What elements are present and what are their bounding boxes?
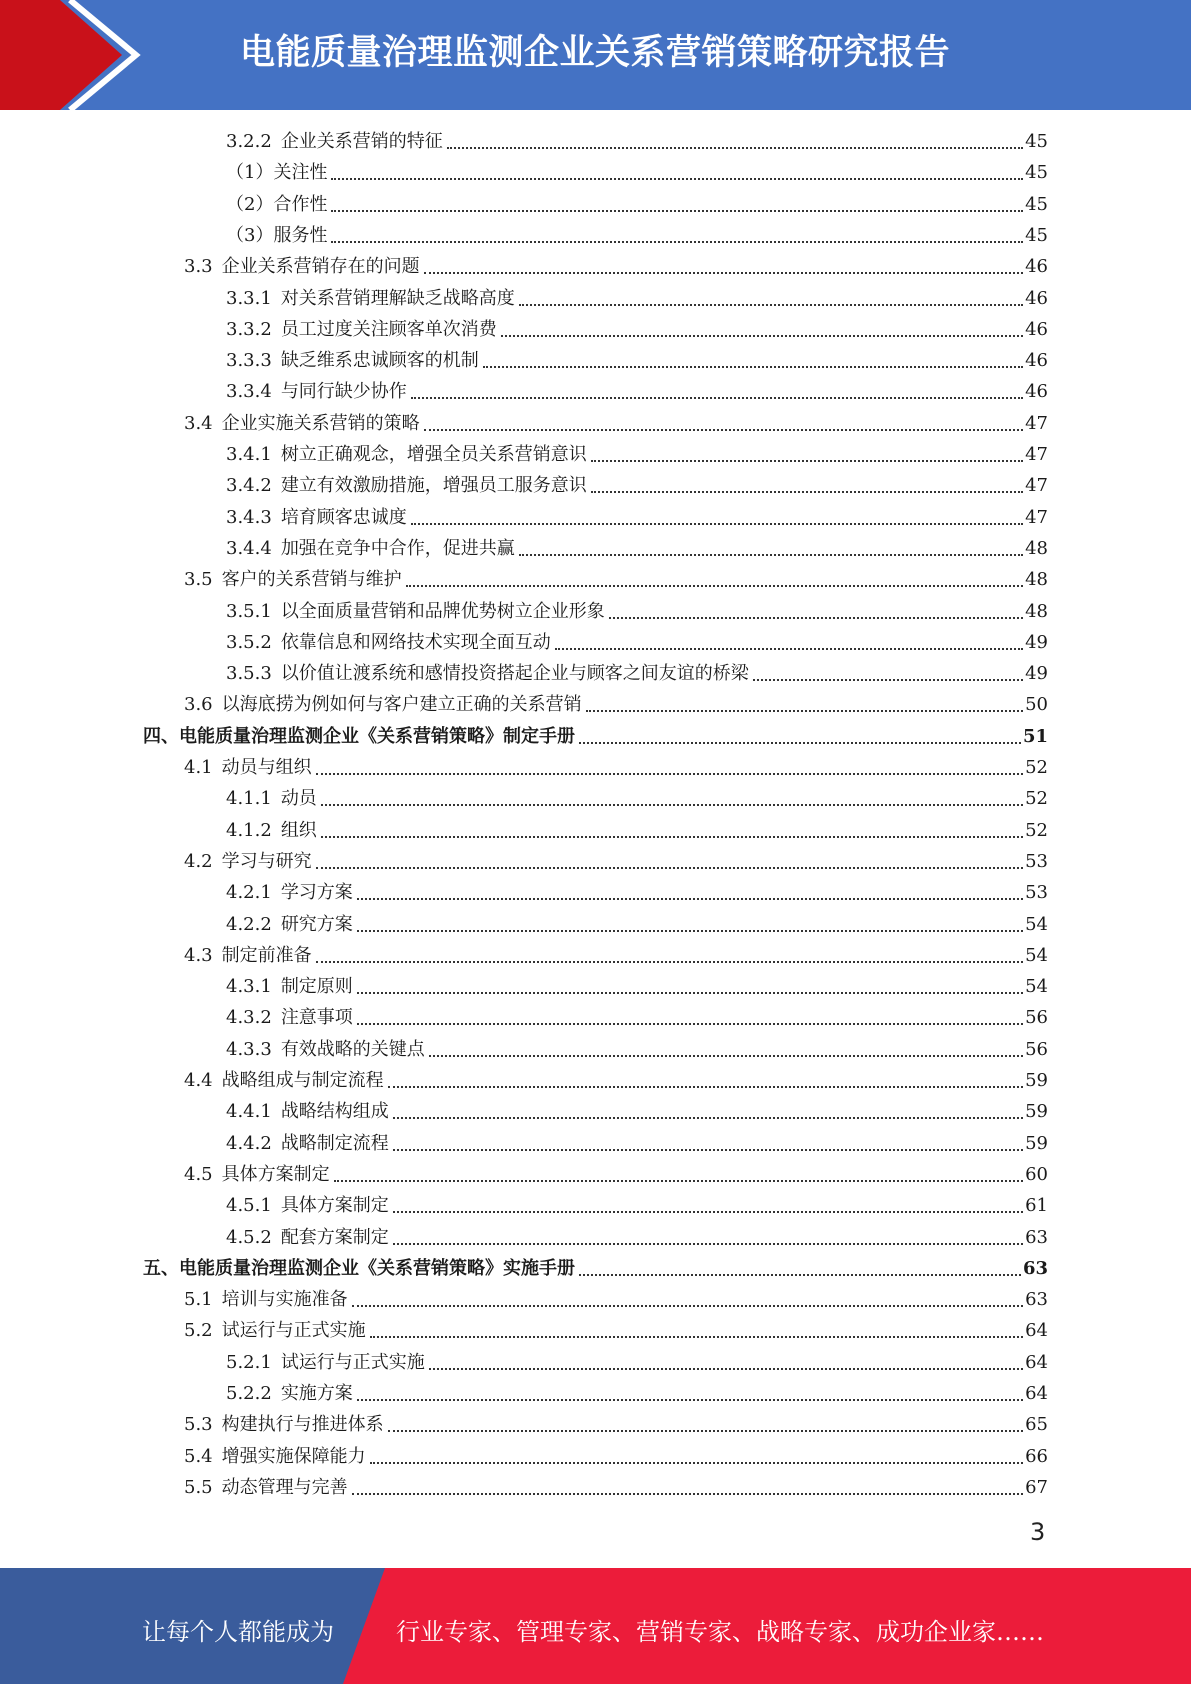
toc-entry-title: 以海底捞为例如何与客户建立正确的关系营销: [221, 694, 582, 716]
toc-entry-page: 56: [1025, 1007, 1048, 1029]
toc-entry[interactable]: [184, 253, 1048, 281]
toc-entry[interactable]: [226, 1224, 1048, 1252]
toc-entry[interactable]: [184, 691, 1048, 719]
toc-entry-title: 以价值让渡系统和感情投资搭起企业与顾客之间友谊的桥梁: [280, 663, 749, 685]
toc-entry-page: 59: [1025, 1132, 1048, 1154]
toc-entry-page: 56: [1025, 1038, 1048, 1060]
toc-dot-leader: [406, 585, 1023, 587]
toc-entry-page: 45: [1025, 193, 1048, 215]
toc-entry-title: 试运行与正式实施: [280, 1351, 425, 1373]
toc-entry[interactable]: [226, 911, 1048, 939]
toc-entry-number: 5.2.1: [226, 1351, 272, 1373]
toc-entry-page: 66: [1025, 1445, 1048, 1467]
toc-entry-page: 59: [1025, 1070, 1048, 1091]
toc-entry-number: 4.5.2: [226, 1226, 272, 1248]
toc-dot-leader: [411, 523, 1023, 525]
toc-entry-page: 52: [1025, 819, 1048, 841]
footer-roles: 行业专家、管理专家、营销专家、战略专家、成功企业家……: [396, 1618, 1044, 1646]
toc-entry-page: 53: [1025, 882, 1048, 904]
toc-dot-leader: [429, 1055, 1023, 1057]
toc-entry[interactable]: [226, 1192, 1048, 1220]
toc-entry-number: 3.5.2: [226, 631, 272, 653]
toc-entry[interactable]: [184, 410, 1048, 438]
toc-entry-title: 动员: [280, 788, 317, 810]
toc-entry-number: 4.3: [184, 944, 213, 966]
toc-entry[interactable]: [226, 378, 1048, 406]
toc-entry[interactable]: [143, 723, 1048, 751]
toc-entry-page: 46: [1025, 381, 1048, 403]
toc-dot-leader: [321, 804, 1023, 806]
toc-entry[interactable]: [226, 879, 1048, 907]
toc-entry-page: 65: [1025, 1414, 1048, 1436]
toc-entry-number: 3.4: [184, 412, 213, 434]
toc-dot-leader: [591, 460, 1023, 462]
toc-entry-page: 63: [1025, 1289, 1048, 1311]
toc-entry-page: 51: [1022, 725, 1048, 747]
toc-entry-page: 45: [1025, 131, 1048, 152]
toc-dot-leader: [357, 1399, 1023, 1401]
toc-dot-leader: [424, 272, 1023, 274]
toc-entry-page: 49: [1025, 663, 1048, 685]
toc-entry-number: 3.3: [184, 256, 213, 278]
toc-entry[interactable]: [226, 441, 1048, 469]
toc-entry[interactable]: [226, 660, 1048, 688]
toc-entry[interactable]: [184, 1317, 1048, 1345]
header-title: 电能质量治理监测企业关系营销策略研究报告: [240, 33, 951, 73]
toc-entry-title: 培训与实施准备: [221, 1289, 348, 1311]
toc-entry[interactable]: [184, 566, 1048, 594]
toc-entry-page: 46: [1025, 318, 1048, 340]
toc-entry[interactable]: [143, 1255, 1048, 1283]
toc-dot-leader: [357, 992, 1023, 994]
toc-dot-leader: [586, 710, 1023, 712]
toc-entry-title: 试运行与正式实施: [221, 1320, 366, 1342]
toc-entry[interactable]: [184, 1443, 1048, 1471]
toc-entry[interactable]: [184, 754, 1048, 782]
toc-entry-number: 4.5: [184, 1163, 213, 1185]
toc-dot-leader: [501, 335, 1023, 337]
toc-dot-leader: [357, 930, 1023, 932]
toc-dot-leader: [424, 429, 1023, 431]
toc-entry-number: 3.6: [184, 694, 213, 716]
toc-dot-leader: [331, 241, 1023, 243]
toc-dot-leader: [331, 178, 1023, 180]
toc-entry-number: 5.3: [184, 1414, 213, 1436]
toc-entry-title: 注意事项: [280, 1007, 353, 1029]
toc-entry-page: 64: [1025, 1383, 1048, 1404]
toc-entry[interactable]: [226, 191, 1048, 219]
toc-entry-page: 45: [1025, 162, 1048, 184]
toc-entry-page: 46: [1025, 256, 1048, 278]
toc-entry-page: 48: [1025, 569, 1048, 591]
toc-entry-number: 4.1.1: [226, 788, 272, 810]
toc-entry-title: 战略组成与制定流程: [221, 1070, 384, 1091]
toc-entry-number: 4.1.2: [226, 819, 272, 841]
toc-entry[interactable]: [226, 598, 1048, 626]
toc-entry[interactable]: [226, 159, 1048, 187]
toc-entry-title: 学习与研究: [221, 850, 312, 872]
toc-entry[interactable]: [226, 535, 1048, 563]
toc-entry-title: （2）合作性: [226, 193, 328, 215]
toc-dot-leader: [334, 1180, 1023, 1182]
toc-entry-number: 4.2: [184, 850, 213, 872]
toc-entry-number: 4.4.1: [226, 1101, 272, 1123]
toc-entry-number: 3.3.2: [226, 318, 272, 340]
toc-entry-page: 54: [1025, 913, 1048, 935]
toc-entry-page: 47: [1025, 412, 1048, 434]
toc-entry[interactable]: [184, 848, 1048, 876]
toc-entry[interactable]: [226, 629, 1048, 657]
toc-entry-title: 战略制定流程: [280, 1132, 389, 1154]
toc-entry-page: 52: [1025, 757, 1048, 778]
toc-entry-number: 4.3.1: [226, 976, 272, 998]
toc-entry-number: 3.4.1: [226, 444, 272, 465]
toc-entry-title: 具体方案制定: [221, 1163, 330, 1185]
toc-entry-page: 54: [1025, 976, 1048, 998]
toc-entry-title: 具体方案制定: [280, 1195, 389, 1217]
toc-dot-leader: [447, 147, 1023, 149]
toc-entry-title: 增强实施保障能力: [221, 1445, 366, 1467]
toc-entry-title: 学习方案: [280, 882, 353, 904]
toc-entry-number: 3.5.1: [226, 600, 272, 622]
toc-entry-title: 企业关系营销存在的问题: [221, 256, 420, 278]
toc-entry[interactable]: [184, 1286, 1048, 1314]
toc-entry[interactable]: [226, 1130, 1048, 1158]
toc-entry-number: 4.4.2: [226, 1132, 272, 1154]
toc-dot-leader: [609, 617, 1023, 619]
toc-entry[interactable]: [184, 1161, 1048, 1189]
toc-dot-leader: [393, 1149, 1023, 1151]
page-header: [0, 0, 1191, 110]
toc-entry-title: 制定前准备: [221, 944, 312, 966]
toc-entry-number: 4.2.2: [226, 913, 272, 935]
toc-entry-title: 研究方案: [280, 913, 353, 935]
toc-entry-title: （1）关注性: [226, 162, 328, 184]
toc-entry-page: 50: [1025, 694, 1048, 716]
toc-dot-leader: [579, 1274, 1021, 1276]
toc-entry-page: 46: [1025, 350, 1048, 372]
toc-entry-title: 组织: [280, 819, 317, 841]
toc-dot-leader: [591, 491, 1023, 493]
toc-entry-title: 有效战略的关键点: [280, 1038, 425, 1060]
toc-entry-title: 建立有效激励措施，增强员工服务意识: [280, 475, 587, 497]
toc-entry-number: 4.4: [184, 1070, 213, 1091]
toc-entry-title: （3）服务性: [226, 224, 328, 246]
toc-entry[interactable]: [226, 1004, 1048, 1032]
toc-entry-title: 动态管理与完善: [221, 1476, 348, 1498]
toc-entry-number: 3.4.4: [226, 537, 272, 559]
toc-entry-page: 47: [1025, 444, 1048, 465]
toc-entry[interactable]: [184, 1474, 1048, 1502]
toc-entry-title: 企业关系营销的特征: [280, 131, 443, 152]
toc-entry-page: 46: [1025, 287, 1048, 309]
toc-entry-number: 3.5.3: [226, 663, 272, 685]
toc-entry-page: 48: [1025, 600, 1048, 622]
toc-entry-title: 树立正确观念，增强全员关系营销意识: [280, 444, 587, 465]
toc-entry[interactable]: [226, 347, 1048, 375]
toc-entry-page: 54: [1025, 944, 1048, 966]
toc-dot-leader: [393, 1117, 1023, 1119]
toc-entry-number: 3.4.3: [226, 506, 272, 528]
toc-entry[interactable]: [226, 1349, 1048, 1377]
toc-entry-page: 45: [1025, 224, 1048, 246]
toc-entry-number: 3.3.4: [226, 381, 272, 403]
toc-entry-number: 4.2.1: [226, 882, 272, 904]
toc-entry-page: 60: [1025, 1163, 1048, 1185]
toc-entry-page: 67: [1025, 1476, 1048, 1498]
toc-dot-leader: [519, 304, 1023, 306]
toc-entry-title: 配套方案制定: [280, 1226, 389, 1248]
toc-entry-page: 61: [1025, 1195, 1048, 1217]
toc-entry-number: 3.3.3: [226, 350, 272, 372]
toc-entry-number: 4.3.2: [226, 1007, 272, 1029]
toc-entry-title: 企业实施关系营销的策略: [221, 412, 420, 434]
toc-entry-number: 3.5: [184, 569, 213, 591]
page-number: 3: [1030, 1518, 1046, 1546]
toc-entry-title: 四、电能质量治理监测企业《关系营销策略》制定手册: [143, 725, 575, 747]
toc-entry-page: 52: [1025, 788, 1048, 810]
toc-entry[interactable]: [226, 785, 1048, 813]
toc-entry-page: 47: [1025, 475, 1048, 497]
toc-dot-leader: [316, 961, 1023, 963]
toc-dot-leader: [357, 1023, 1023, 1025]
toc-dot-leader: [357, 898, 1023, 900]
toc-dot-leader: [753, 679, 1023, 681]
toc-entry-title: 与同行缺少协作: [280, 381, 407, 403]
toc-dot-leader: [352, 1493, 1023, 1495]
toc-entry-title: 动员与组织: [221, 757, 312, 778]
toc-entry-title: 客户的关系营销与维护: [221, 569, 402, 591]
toc-entry[interactable]: [184, 942, 1048, 970]
toc-entry-title: 实施方案: [280, 1383, 353, 1404]
toc-dot-leader: [579, 742, 1021, 744]
toc-entry-title: 战略结构组成: [280, 1101, 389, 1123]
toc-entry[interactable]: [226, 472, 1048, 500]
toc-entry-number: 4.3.3: [226, 1038, 272, 1060]
toc-entry[interactable]: [226, 222, 1048, 250]
toc-entry-page: 53: [1025, 850, 1048, 872]
toc-dot-leader: [393, 1243, 1023, 1245]
toc-dot-leader: [429, 1368, 1023, 1370]
toc-entry-title: 员工过度关注顾客单次消费: [280, 318, 497, 340]
toc-dot-leader: [316, 773, 1023, 775]
toc-entry-title: 加强在竞争中合作，促进共赢: [280, 537, 515, 559]
toc-entry[interactable]: [226, 1380, 1048, 1408]
arrow-chevron-icon: [0, 0, 160, 110]
toc-entry[interactable]: [184, 1411, 1048, 1439]
toc-entry[interactable]: [226, 504, 1048, 532]
toc-entry-page: 64: [1025, 1320, 1048, 1342]
toc-entry[interactable]: [226, 973, 1048, 1001]
toc-dot-leader: [316, 867, 1023, 869]
toc-dot-leader: [352, 1305, 1023, 1307]
toc-entry-number: 3.3.1: [226, 287, 272, 309]
toc-entry-title: 缺乏维系忠诚顾客的机制: [280, 350, 479, 372]
toc-entry-number: 5.1: [184, 1289, 213, 1311]
toc-entry-number: 5.4: [184, 1445, 213, 1467]
toc-dot-leader: [388, 1430, 1023, 1432]
toc-dot-leader: [331, 210, 1023, 212]
toc-dot-leader: [370, 1336, 1023, 1338]
toc-entry[interactable]: [226, 1098, 1048, 1126]
toc-entry[interactable]: [226, 817, 1048, 845]
toc-dot-leader: [321, 836, 1023, 838]
toc-entry-title: 五、电能质量治理监测企业《关系营销策略》实施手册: [143, 1257, 575, 1279]
toc-entry-number: 4.1: [184, 757, 213, 778]
toc-dot-leader: [519, 554, 1023, 556]
toc-dot-leader: [555, 648, 1023, 650]
toc-entry[interactable]: [226, 128, 1048, 156]
toc-entry-number: 4.5.1: [226, 1195, 272, 1217]
toc-entry-page: 48: [1025, 537, 1048, 559]
toc-entry-number: 3.4.2: [226, 475, 272, 497]
toc-dot-leader: [411, 397, 1023, 399]
toc-dot-leader: [388, 1086, 1023, 1088]
toc-entry[interactable]: [226, 316, 1048, 344]
toc-entry-page: 49: [1025, 631, 1048, 653]
toc-entry-page: 64: [1025, 1351, 1048, 1373]
toc-entry-title: 培育顾客忠诚度: [280, 506, 407, 528]
toc-entry-title: 构建执行与推进体系: [221, 1414, 384, 1436]
toc-dot-leader: [483, 366, 1023, 368]
toc-entry-title: 制定原则: [280, 976, 353, 998]
toc-entry-page: 59: [1025, 1101, 1048, 1123]
toc-entry-number: 5.2.2: [226, 1383, 272, 1404]
toc-entry-title: 对关系营销理解缺乏战略高度: [280, 287, 515, 309]
toc-entry-title: 依靠信息和网络技术实现全面互动: [280, 631, 551, 653]
toc-dot-leader: [393, 1211, 1023, 1213]
toc-dot-leader: [370, 1462, 1023, 1464]
toc-entry-number: 5.2: [184, 1320, 213, 1342]
toc-entry[interactable]: [184, 1067, 1048, 1095]
toc-entry-number: 3.2.2: [226, 131, 272, 152]
toc-entry-page: 47: [1025, 506, 1048, 528]
toc-entry[interactable]: [226, 285, 1048, 313]
toc-entry-title: 以全面质量营销和品牌优势树立企业形象: [280, 600, 605, 622]
toc-entry-page: 63: [1022, 1257, 1048, 1279]
toc-entry[interactable]: [226, 1036, 1048, 1064]
toc-entry-number: 5.5: [184, 1476, 213, 1498]
footer-slogan: 让每个人都能成为: [142, 1618, 334, 1646]
toc-entry-page: 63: [1025, 1226, 1048, 1248]
